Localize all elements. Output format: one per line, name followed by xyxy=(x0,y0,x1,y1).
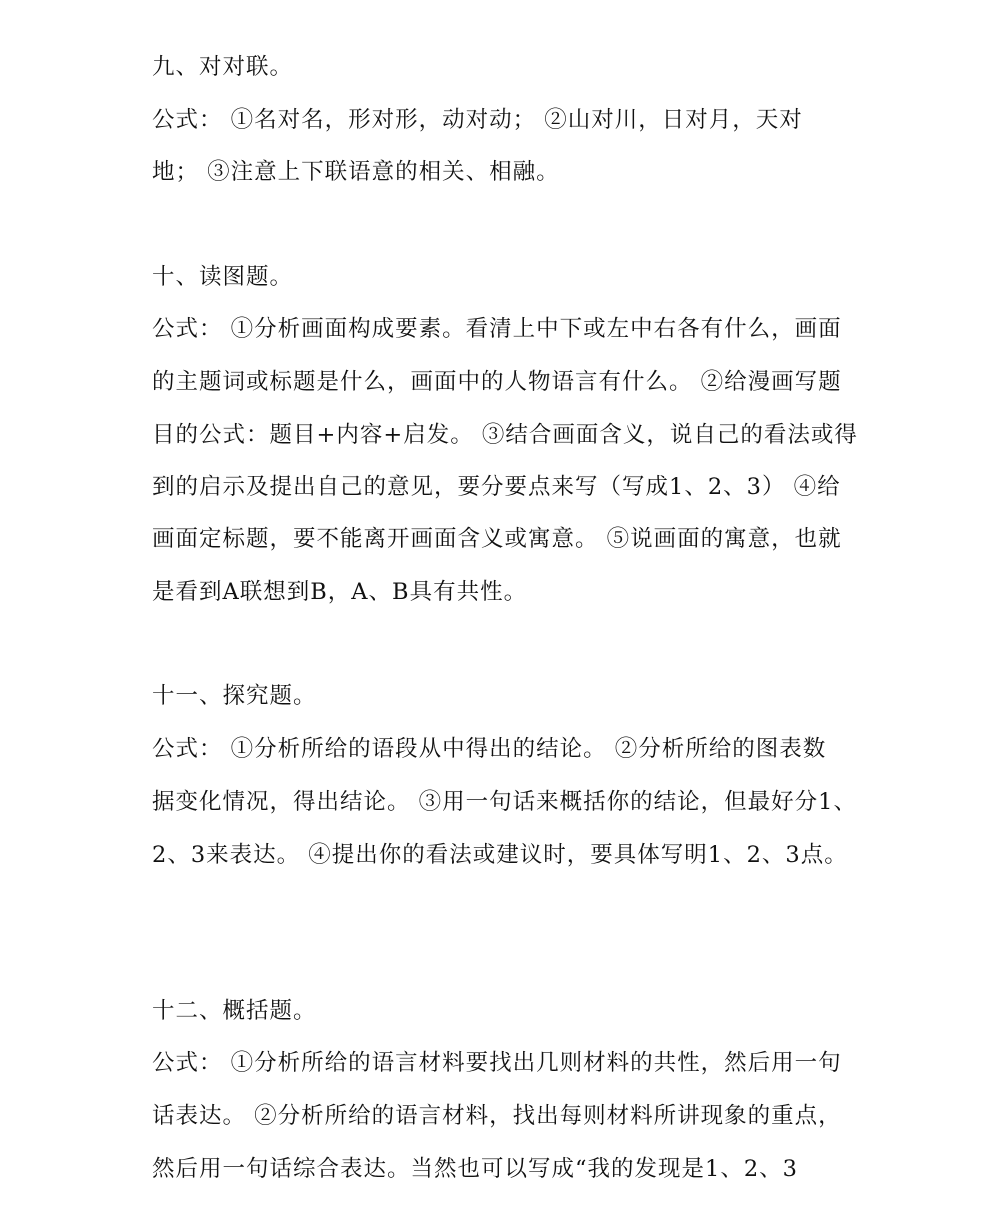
paragraph-line: 到的启示及提出自己的意见，要分要点来写（写成1、2、3） ④给 xyxy=(152,474,841,500)
paragraph-line: 然后用一句话综合表达。当然也可以写成“我的发现是1、2、3 xyxy=(152,1156,798,1182)
paragraph-line: 话表达。 ②分析所给的语言材料，找出每则材料所讲现象的重点， xyxy=(152,1103,842,1129)
paragraph-line: 是看到A联想到B，A、B具有共性。 xyxy=(152,579,528,605)
paragraph-line: 公式： ①分析画面构成要素。看清上中下或左中右各有什么，画面 xyxy=(152,316,842,342)
paragraph-line: 公式： ①名对名，形对形，动对动； ②山对川，日对月，天对 xyxy=(152,107,803,133)
section-heading-10: 十、读图题。 xyxy=(152,264,294,290)
paragraph-line: 画面定标题，要不能离开画面含义或寓意。 ⑤说画面的寓意，也就 xyxy=(152,526,842,552)
paragraph-line: 公式： ①分析所给的语段从中得出的结论。 ②分析所给的图表数 xyxy=(152,736,827,762)
paragraph-line: 的主题词或标题是什么，画面中的人物语言有什么。 ②给漫画写题 xyxy=(152,369,842,395)
paragraph-line: 2、3来表达。 ④提出你的看法或建议时，要具体写明1、2、3点。 xyxy=(152,842,848,868)
paragraph-line: 公式： ①分析所给的语言材料要找出几则材料的共性，然后用一句 xyxy=(152,1050,842,1076)
section-heading-9: 九、对对联。 xyxy=(152,54,294,80)
paragraph-line: 目的公式：题目+内容+启发。 ③结合画面含义，说自己的看法或得 xyxy=(152,422,858,448)
section-heading-11: 十一、探究题。 xyxy=(152,683,317,709)
paragraph-line: 地； ③注意上下联语意的相关、相融。 xyxy=(152,159,560,185)
paragraph-line: 据变化情况，得出结论。 ③用一句话来概括你的结论，但最好分1、 xyxy=(152,789,857,815)
section-heading-12: 十二、概括题。 xyxy=(152,998,317,1024)
